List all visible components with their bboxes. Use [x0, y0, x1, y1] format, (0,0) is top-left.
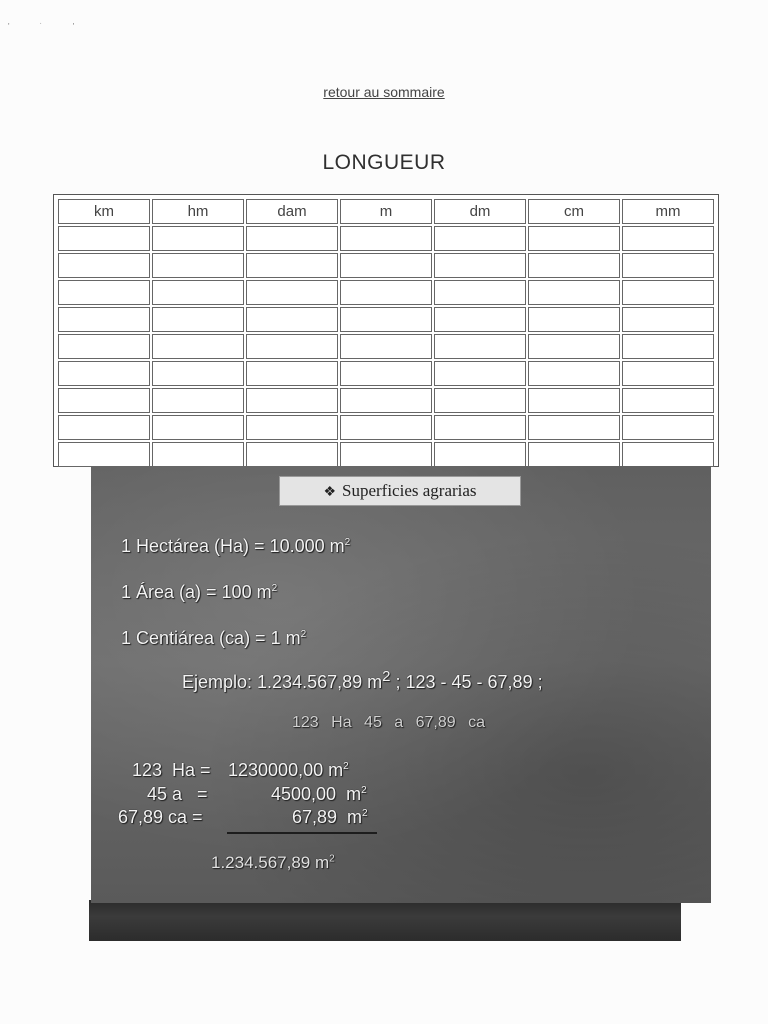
table-cell	[152, 388, 244, 413]
table-cell	[434, 388, 526, 413]
table-row	[58, 307, 714, 332]
table-cell	[528, 307, 620, 332]
sum-total: 1.234.567,89 $m^2$	[211, 853, 335, 872]
table-cell	[58, 361, 150, 386]
table-cell	[528, 388, 620, 413]
table-cell	[340, 334, 432, 359]
table-row	[58, 415, 714, 440]
table-cell	[246, 307, 338, 332]
column-header-dm: dm	[434, 199, 526, 224]
column-header-dam: dam	[246, 199, 338, 224]
table-cell	[528, 253, 620, 278]
table-cell	[340, 253, 432, 278]
table-cell	[622, 253, 714, 278]
table-cell	[246, 415, 338, 440]
table-cell	[246, 442, 338, 467]
table-row	[58, 361, 714, 386]
table-cell	[152, 415, 244, 440]
table-cell	[528, 280, 620, 305]
table-cell	[58, 253, 150, 278]
calc-row-value: 1230000,00 $m^2$	[228, 760, 349, 780]
table-cell	[434, 253, 526, 278]
calc-row-label: 123 Ha =	[132, 760, 211, 780]
calc-row-label: 45 a =	[147, 784, 208, 804]
calc-row-value: 4500,00 $m^2$	[271, 784, 367, 804]
table-row	[58, 226, 714, 251]
table-cell	[58, 415, 150, 440]
column-header-hm: hm	[152, 199, 244, 224]
definition-area: 1 Área (a) = 100 $m^2$	[121, 582, 278, 602]
table-cell	[58, 334, 150, 359]
table-cell	[622, 307, 714, 332]
table-cell	[340, 280, 432, 305]
table-cell	[152, 442, 244, 467]
table-cell	[622, 226, 714, 251]
table-cell	[246, 226, 338, 251]
table-cell	[246, 334, 338, 359]
table-cell	[434, 361, 526, 386]
table-cell	[152, 307, 244, 332]
table-cell	[622, 415, 714, 440]
board-shadow	[89, 900, 681, 941]
table-cell	[58, 388, 150, 413]
table-row	[58, 442, 714, 467]
table-cell	[58, 226, 150, 251]
example-line: Ejemplo: 1.234.567,89 $m^2$ ; 123 - 45 - 67,89 ;	[182, 668, 543, 692]
back-to-summary-link[interactable]: retour au sommaire	[323, 84, 445, 100]
table-cell	[152, 253, 244, 278]
definition-hectarea: 1 Hectárea (Ha) = 10.000 $m^2$	[121, 536, 351, 556]
table-cell	[528, 361, 620, 386]
column-header-mm: mm	[622, 199, 714, 224]
diamond-icon: ❖	[323, 485, 337, 500]
table-cell	[246, 280, 338, 305]
table-cell	[340, 388, 432, 413]
definition-centiarea: 1 Centiárea (ca) = 1 $m^2$	[121, 628, 307, 648]
table-cell	[528, 334, 620, 359]
scan-specks: ' ˙ '	[8, 22, 89, 31]
table-cell	[340, 415, 432, 440]
calc-row-value: 67,89 $m^2$	[292, 807, 368, 827]
table-cell	[246, 253, 338, 278]
table-cell	[340, 442, 432, 467]
table-header-row	[58, 199, 714, 224]
table-cell	[622, 334, 714, 359]
table-cell	[246, 361, 338, 386]
table-cell	[622, 361, 714, 386]
table-cell	[152, 226, 244, 251]
superficies-board	[91, 466, 711, 903]
column-header-km: km	[58, 199, 150, 224]
length-units-table	[53, 194, 719, 467]
table-row	[58, 253, 714, 278]
table-cell	[434, 442, 526, 467]
board-title-text: Superficies agrarias	[342, 481, 477, 500]
table-row	[58, 280, 714, 305]
table-cell	[340, 307, 432, 332]
table-cell	[622, 442, 714, 467]
table-row	[58, 334, 714, 359]
board-title	[279, 476, 521, 506]
table-cell	[152, 334, 244, 359]
table-cell	[340, 226, 432, 251]
table-cell	[152, 361, 244, 386]
table-body	[58, 226, 714, 467]
table-cell	[152, 280, 244, 305]
table-cell	[528, 442, 620, 467]
table-cell	[622, 388, 714, 413]
table-cell	[528, 415, 620, 440]
table-cell	[58, 280, 150, 305]
table-cell	[58, 307, 150, 332]
calc-row-label: 67,89 ca =	[118, 807, 203, 827]
column-header-cm: cm	[528, 199, 620, 224]
table-row	[58, 388, 714, 413]
table-cell	[340, 361, 432, 386]
table-cell	[58, 442, 150, 467]
table-cell	[434, 280, 526, 305]
table-cell	[434, 226, 526, 251]
table-cell	[528, 226, 620, 251]
table-cell	[434, 334, 526, 359]
table-cell	[622, 280, 714, 305]
table-cell	[434, 307, 526, 332]
page-title: LONGUEUR	[322, 151, 446, 174]
table-cell	[434, 415, 526, 440]
table-cell	[246, 388, 338, 413]
example-units: 123 Ha 45 a 67,89 ca	[292, 714, 486, 731]
column-header-m: m	[340, 199, 432, 224]
sum-divider	[227, 832, 377, 834]
